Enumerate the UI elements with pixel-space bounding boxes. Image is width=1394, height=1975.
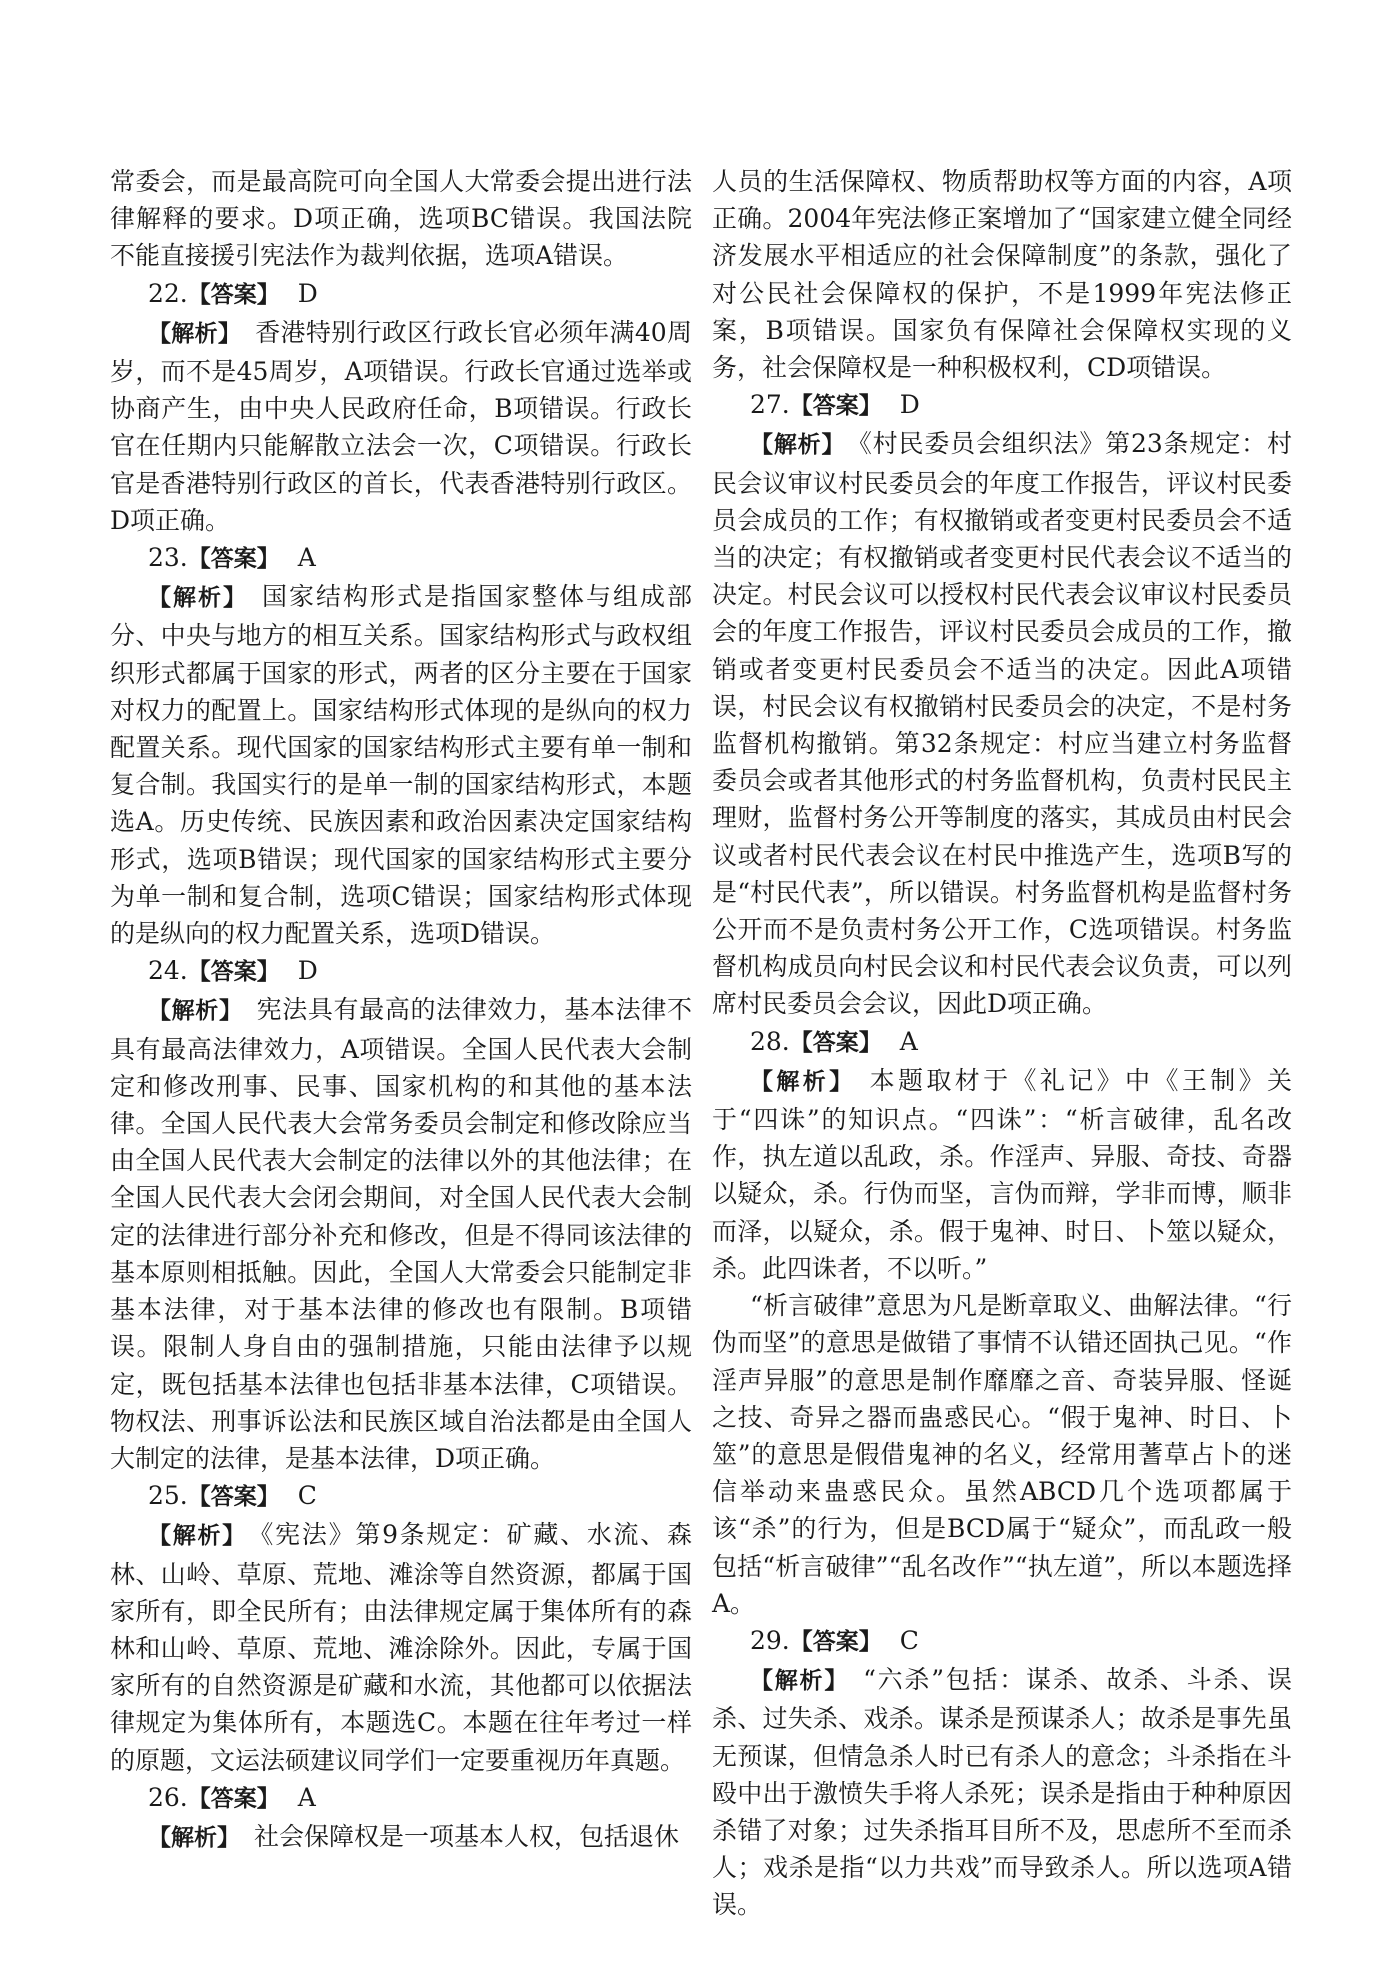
explanation-tag: 【解析】 xyxy=(750,1068,856,1095)
answer-29 xyxy=(712,1622,1292,1661)
answer-27 xyxy=(712,386,1292,425)
right-column xyxy=(712,163,1292,1924)
answer-value: A xyxy=(899,1026,918,1056)
answer-26 xyxy=(110,1779,692,1818)
answer-tag: 【答案】 xyxy=(187,546,280,573)
answer-number: 28. xyxy=(750,1026,790,1056)
continued-paragraph: 人员的生活保障权、物质帮助权等方面的内容，A项正确。2004年宪法修正案增加了“国家建立健全同经济发展水平相适应的社会保障制度”的条款，强化了对公民社会保障权的保护，不是1999年宪法修正案，B项错误。国家负有保障社会保障权实现的义务，社会保障权是一种积极权利，CD项错误。 xyxy=(712,167,1292,383)
explanation-26 xyxy=(110,1818,692,1857)
answer-number: 27. xyxy=(750,390,790,420)
explanation-27 xyxy=(712,425,1292,1022)
explanation-22 xyxy=(110,314,692,539)
answer-value: A xyxy=(297,543,316,573)
answer-value: C xyxy=(899,1625,919,1655)
explanation-tag: 【解析】 xyxy=(148,1523,247,1550)
answer-tag: 【答案】 xyxy=(187,281,280,308)
explanation-text: 香港特别行政区行政长官必须年满40周岁，而不是45周岁，A项错误。行政长官通过选举或协商产生，由中央人民政府任命，B项错误。行政长官在任期内只能解散立法会一次，C项错误。行政长官是香港特别行政区的首长，代表香港特别行政区。D项正确。 xyxy=(110,317,692,535)
answer-tag: 【答案】 xyxy=(187,1484,280,1511)
answer-number: 26. xyxy=(148,1782,188,1812)
answer-24 xyxy=(110,952,692,991)
answer-value: D xyxy=(899,390,920,420)
answer-tag: 【答案】 xyxy=(789,393,882,420)
answer-number: 22. xyxy=(148,278,188,308)
explanation-text: 《宪法》第9条规定：矿藏、水流、森林、山岭、草原、荒地、滩涂等自然资源，都属于国家所有，即全民所有；由法律规定属于集体所有的森林和山岭、草原、荒地、滩涂除外。因此，专属于国家所有的自然资源是矿藏和水流，其他都可以依据法律规定为集体所有，本题选C。本题在往年考过一样的原题，文运法硕建议同学们一定要重视历年真题。 xyxy=(110,1520,692,1775)
explanation-text: 本题取材于《礼记》中《王制》关于“四诛”的知识点。“四诛”：“析言破律，乱名改作，执左道以乱政，杀。作淫声、异服、奇技、奇器以疑众，杀。行伪而坚，言伪而辩，学非而博，顺非而泽，以疑众，杀。假于鬼神、时日、卜筮以疑众，杀。此四诛者，不以听。” xyxy=(712,1065,1292,1283)
explanation-tag: 【解析】 xyxy=(148,998,243,1025)
explanation-28 xyxy=(712,1062,1292,1287)
answer-value: D xyxy=(297,956,318,986)
explanation-tag: 【解析】 xyxy=(750,1668,850,1695)
explanation-tag: 【解析】 xyxy=(148,320,242,347)
answer-25 xyxy=(110,1477,692,1516)
explanation-25 xyxy=(110,1516,692,1778)
answer-tag: 【答案】 xyxy=(789,1628,882,1655)
explanation-text: 宪法具有最高的法律效力，基本法律不具有最高法律效力，A项错误。全国人民代表大会制定和修改刑事、民事、国家机构的和其他的基本法律。全国人民代表大会常务委员会制定和修改除应当由全国人民代表大会制定的法律以外的其他法律；在全国人民代表大会闭会期间，对全国人民代表大会制定的法律进行部分补充和修改，但是不得同该法律的基本原则相抵触。因此，全国人大常委会只能制定非基本法律，对于基本法律的修改也有限制。B项错误。限制人身自由的强制措施，只能由法律予以规定，既包括基本法律也包括非基本法律，C项错误。物权法、刑事诉讼法和民族区域自治法都是由全国人大制定的法律，是基本法律，D项正确。 xyxy=(110,995,692,1473)
continued-paragraph: 常委会，而是最高院可向全国人大常委会提出进行法律解释的要求。D项正确，选项BC错误。我国法院不能直接援引宪法作为裁判依据，选项A错误。 xyxy=(110,167,692,271)
answer-value: C xyxy=(297,1481,317,1511)
explanation-29 xyxy=(712,1661,1292,1923)
left-column xyxy=(110,163,692,1857)
answer-tag: 【答案】 xyxy=(789,1029,882,1056)
explanation-24 xyxy=(110,991,692,1477)
explanation-text: 社会保障权是一项基本人权，包括退休 xyxy=(254,1821,680,1851)
answer-number: 29. xyxy=(750,1625,790,1655)
explanation-tag: 【解析】 xyxy=(750,432,846,459)
answer-value: D xyxy=(297,278,318,308)
answer-23 xyxy=(110,539,692,578)
answer-number: 23. xyxy=(148,543,188,573)
answer-number: 24. xyxy=(148,956,188,986)
answer-28 xyxy=(712,1023,1292,1062)
answer-tag: 【答案】 xyxy=(187,959,280,986)
explanation-text: 《村民委员会组织法》第23条规定：村民会议审议村民委员会的年度工作报告，评议村民委员会成员的工作；有权撤销或者变更村民委员会不适当的决定；有权撤销或者变更村民代表会议不适当的决定。村民会议可以授权村民代表会议审议村民委员会的年度工作报告，评议村民委员会成员的工作，撤销或者变更村民委员会不适当的决定。因此A项错误，村民会议有权撤销村民委员会的决定，不是村务监督机构撤销。第32条规定：村应当建立村务监督委员会或者其他形式的村务监督机构，负责村民民主理财，监督村务公开等制度的落实，其成员由村民会议或者村民代表会议在村民中推选产生，选项B写的是“村民代表”，所以错误。村务监督机构是监督村务公开而不是负责村务公开工作，C选项错误。村务监督机构成员向村民会议和村民代表会议负责，可以列席村民委员会会议，因此D项正确。 xyxy=(712,429,1292,1019)
explanation-23 xyxy=(110,578,692,952)
explanation-tag: 【解析】 xyxy=(148,585,248,612)
explanation-tag: 【解析】 xyxy=(148,1824,240,1851)
answer-value: A xyxy=(297,1782,316,1812)
answer-22 xyxy=(110,275,692,314)
explanation-text: 国家结构形式是指国家整体与组成部分、中央与地方的相互关系。国家结构形式与政权组织形式都属于国家的形式，两者的区分主要在于国家对权力的配置上。国家结构形式体现的是纵向的权力配置关系。现代国家的国家结构形式主要有单一制和复合制。我国实行的是单一制的国家结构形式，本题选A。历史传统、民族因素和政治因素决定国家结构形式，选项B错误；现代国家的国家结构形式主要分为单一制和复合制，选项C错误；国家结构形式体现的是纵向的权力配置关系，选项D错误。 xyxy=(110,582,692,949)
explanation-text: “六杀”包括：谋杀、故杀、斗杀、误杀、过失杀、戏杀。谋杀是预谋杀人；故杀是事先虽无预谋，但情急杀人时已有杀人的意念；斗杀指在斗殴中出于激愤失手将人杀死；误杀是指由于种种原因杀错了对象；过失杀指耳目所不及，思虑所不至而杀人；戏杀是指“以力共戏”而导致杀人。所以选项A错误。 xyxy=(712,1665,1292,1920)
answer-number: 25. xyxy=(148,1481,188,1511)
answer-tag: 【答案】 xyxy=(187,1785,280,1812)
explanation-28-continued: “析言破律”意思为凡是断章取义、曲解法律。“行伪而坚”的意思是做错了事情不认错还固执己见。“作淫声异服”的意思是制作靡靡之音、奇装异服、怪诞之技、奇异之器而蛊惑民心。“假于鬼神、时日、卜筮”的意思是假借鬼神的名义，经常用蓍草占卜的迷信举动来蛊惑民众。虽然ABCD几个选项都属于该“杀”的行为，但是BCD属于“疑众”，而乱政一般包括“析言破律”“乱名改作”“执左道”，所以本题选择A。 xyxy=(712,1291,1292,1618)
